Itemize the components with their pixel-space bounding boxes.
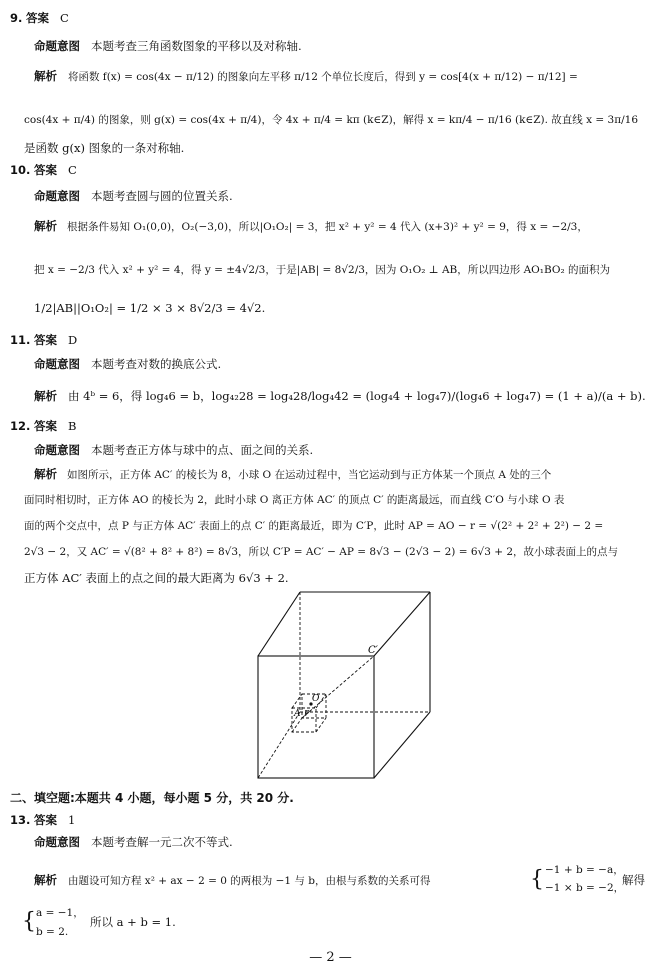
q10-intent — [34, 188, 233, 204]
q13-intent-text: 本题考查解一元二次不等式. — [90, 835, 233, 849]
q12-answer: B — [68, 419, 77, 433]
q13-sys1-eq-a: −1 + b = −a， — [545, 864, 624, 876]
q9-analysis-text1: 将函数 f(x) = cos(4x − π/12) 的图象向左平移 π/12 个单位长度后，得到 y = cos[4(x + π/12) − π/12] = — [67, 71, 578, 83]
q11-intent — [34, 356, 221, 372]
q13-sys2-eq-a: a = −1， — [36, 907, 84, 919]
q13-answer-label: 答案 — [34, 813, 58, 827]
page-number: — 2 — — [309, 950, 352, 965]
q10-answer-label: 答案 — [34, 163, 58, 177]
q11-intent-text: 本题考查对数的换底公式. — [90, 357, 222, 371]
q13-intent — [34, 834, 233, 850]
q12-analysis-text1: 如图所示，正方体 AC′ 的棱长为 8，小球 O 在运动过程中，当它运动到与正方体某一个顶点 A 处的三个 — [67, 469, 552, 481]
q9-intent-label: 命题意图 — [34, 39, 80, 53]
q10-header — [10, 162, 77, 178]
q13-conclusion: 所以 a + b = 1. — [90, 915, 176, 929]
q13-brace-1: { — [530, 867, 544, 892]
q10-analysis-line2: 把 x = −2/3 代入 x² + y² = 4，得 y = ±4√2/3，于是|AB| = 8√2/3，因为 O₁O₂ ⊥ AB，所以四边形 AO₁BO₂ 的面积为 — [34, 264, 611, 276]
q12-number: 12. — [10, 419, 31, 433]
q9-analysis-label: 解析 — [34, 69, 57, 83]
q12-answer-label: 答案 — [34, 419, 58, 433]
cube-edge — [374, 712, 430, 778]
q10-number: 10. — [10, 163, 31, 177]
q10-intent-text: 本题考查圆与圆的位置关系. — [90, 189, 233, 203]
label-a: A — [294, 709, 301, 719]
q9-number: 9. — [10, 11, 23, 25]
cube-figure — [252, 590, 432, 785]
q12-analysis-line4: 2√3 − 2，又 AC′ = √(8² + 8² + 8²) = 8√3，所以 C′P = AC′ − AP = 8√3 − (2√3 − 2) = 6√3 + 2，故小球表面上的点与 — [24, 546, 619, 558]
section-fill-blank: 二、填空题:本题共 4 小题，每小题 5 分，共 20 分. — [10, 791, 294, 805]
q9-intent-text: 本题考查三角函数图象的平移以及对称轴. — [90, 39, 302, 53]
q10-analysis-text1: 根据条件易知 O₁(0,0)，O₂(−3,0)，所以|O₁O₂| = 3，把 x² + y² = 4 代入 (x+3)² + y² = 9，得 x = −2/3， — [67, 221, 588, 233]
q13-analysis-text1: 由题设可知方程 x² + ax − 2 = 0 的两根为 −1 与 b，由根与系数的关系可得 — [67, 875, 431, 887]
q13-intent-label: 命题意图 — [34, 835, 80, 849]
q9-analysis-line3: 是函数 g(x) 图象的一条对称轴. — [24, 141, 185, 155]
cube-hidden-edge — [258, 712, 300, 778]
q11-header — [10, 332, 77, 348]
cube-edge — [258, 592, 300, 656]
q13-sys2-eq-b: b = 2. — [36, 926, 69, 938]
q12-intent-text: 本题考查正方体与球中的点、面之间的关系. — [90, 443, 314, 457]
q13-header — [10, 812, 75, 828]
q10-answer: C — [68, 163, 77, 177]
q13-answer: 1 — [68, 813, 76, 827]
q9-analysis-line1 — [34, 68, 578, 85]
q12-intent-label: 命题意图 — [34, 443, 80, 457]
q10-intent-label: 命题意图 — [34, 189, 80, 203]
q12-analysis-line1 — [34, 466, 551, 483]
q11-analysis-line1 — [34, 388, 646, 404]
small-cube-edge — [316, 718, 326, 732]
q11-analysis-text1: 由 4ᵇ = 6，得 log₄6 = b，log₄₂28 = log₄28/log₄42 = (log₄4 + log₄7)/(log₄6 + log₄7) = (1 + a)/(a + b). — [67, 389, 646, 403]
cube-edge — [374, 592, 430, 656]
q10-analysis-line3: 1/2|AB||O₁O₂| = 1/2 × 3 × 8√2/3 = 4√2. — [34, 301, 266, 315]
q13-brace-2: { — [22, 909, 36, 934]
q11-answer: D — [68, 333, 78, 347]
label-o: O — [312, 694, 320, 704]
q13-number: 13. — [10, 813, 31, 827]
q9-header — [10, 10, 69, 26]
q10-analysis-line1 — [34, 218, 588, 235]
q9-answer-label: 答案 — [26, 11, 50, 25]
label-c-prime: C′ — [368, 645, 378, 656]
q13-analysis-line1 — [34, 872, 430, 889]
small-cube-edge — [292, 694, 302, 708]
q13-solve-text: 解得 — [622, 873, 645, 887]
q13-sys1-eq-b: −1 × b = −2， — [545, 882, 625, 894]
q9-analysis-line2: cos(4x + π/4) 的图象，则 g(x) = cos(4x + π/4)，令 4x + π/4 = kπ (k∈Z)，解得 x = kπ/4 − π/16 (k∈Z). 故直线 x = 3π/16 — [24, 114, 639, 126]
q12-header — [10, 418, 76, 434]
q11-intent-label: 命题意图 — [34, 357, 80, 371]
q11-answer-label: 答案 — [34, 333, 58, 347]
q12-analysis-line3: 面的两个交点中，点 P 与正方体 AC′ 表面上的点 C′ 的距离最近，即为 C′P，此时 AP = AO − r = √(2² + 2² + 2²) − 2 = — [24, 520, 604, 532]
label-p: P — [304, 709, 310, 718]
small-cube-edge — [292, 718, 302, 732]
q9-intent — [34, 38, 302, 54]
q11-analysis-label: 解析 — [34, 389, 57, 403]
q13-analysis-label: 解析 — [34, 873, 57, 887]
q10-analysis-label: 解析 — [34, 219, 57, 233]
q12-intent — [34, 442, 313, 458]
q11-number: 11. — [10, 333, 31, 347]
q12-analysis-label: 解析 — [34, 467, 57, 481]
q12-analysis-line5: 正方体 AC′ 表面上的点之间的最大距离为 6√3 + 2. — [24, 571, 289, 585]
q9-answer: C — [60, 11, 69, 25]
q12-analysis-line2: 面同时相切时，正方体 AO 的棱长为 2，此时小球 O 离正方体 AC′ 的顶点 C′ 的距离最远，而直线 C′O 与小球 O 表 — [24, 494, 565, 506]
diagonal-ac — [302, 656, 374, 718]
